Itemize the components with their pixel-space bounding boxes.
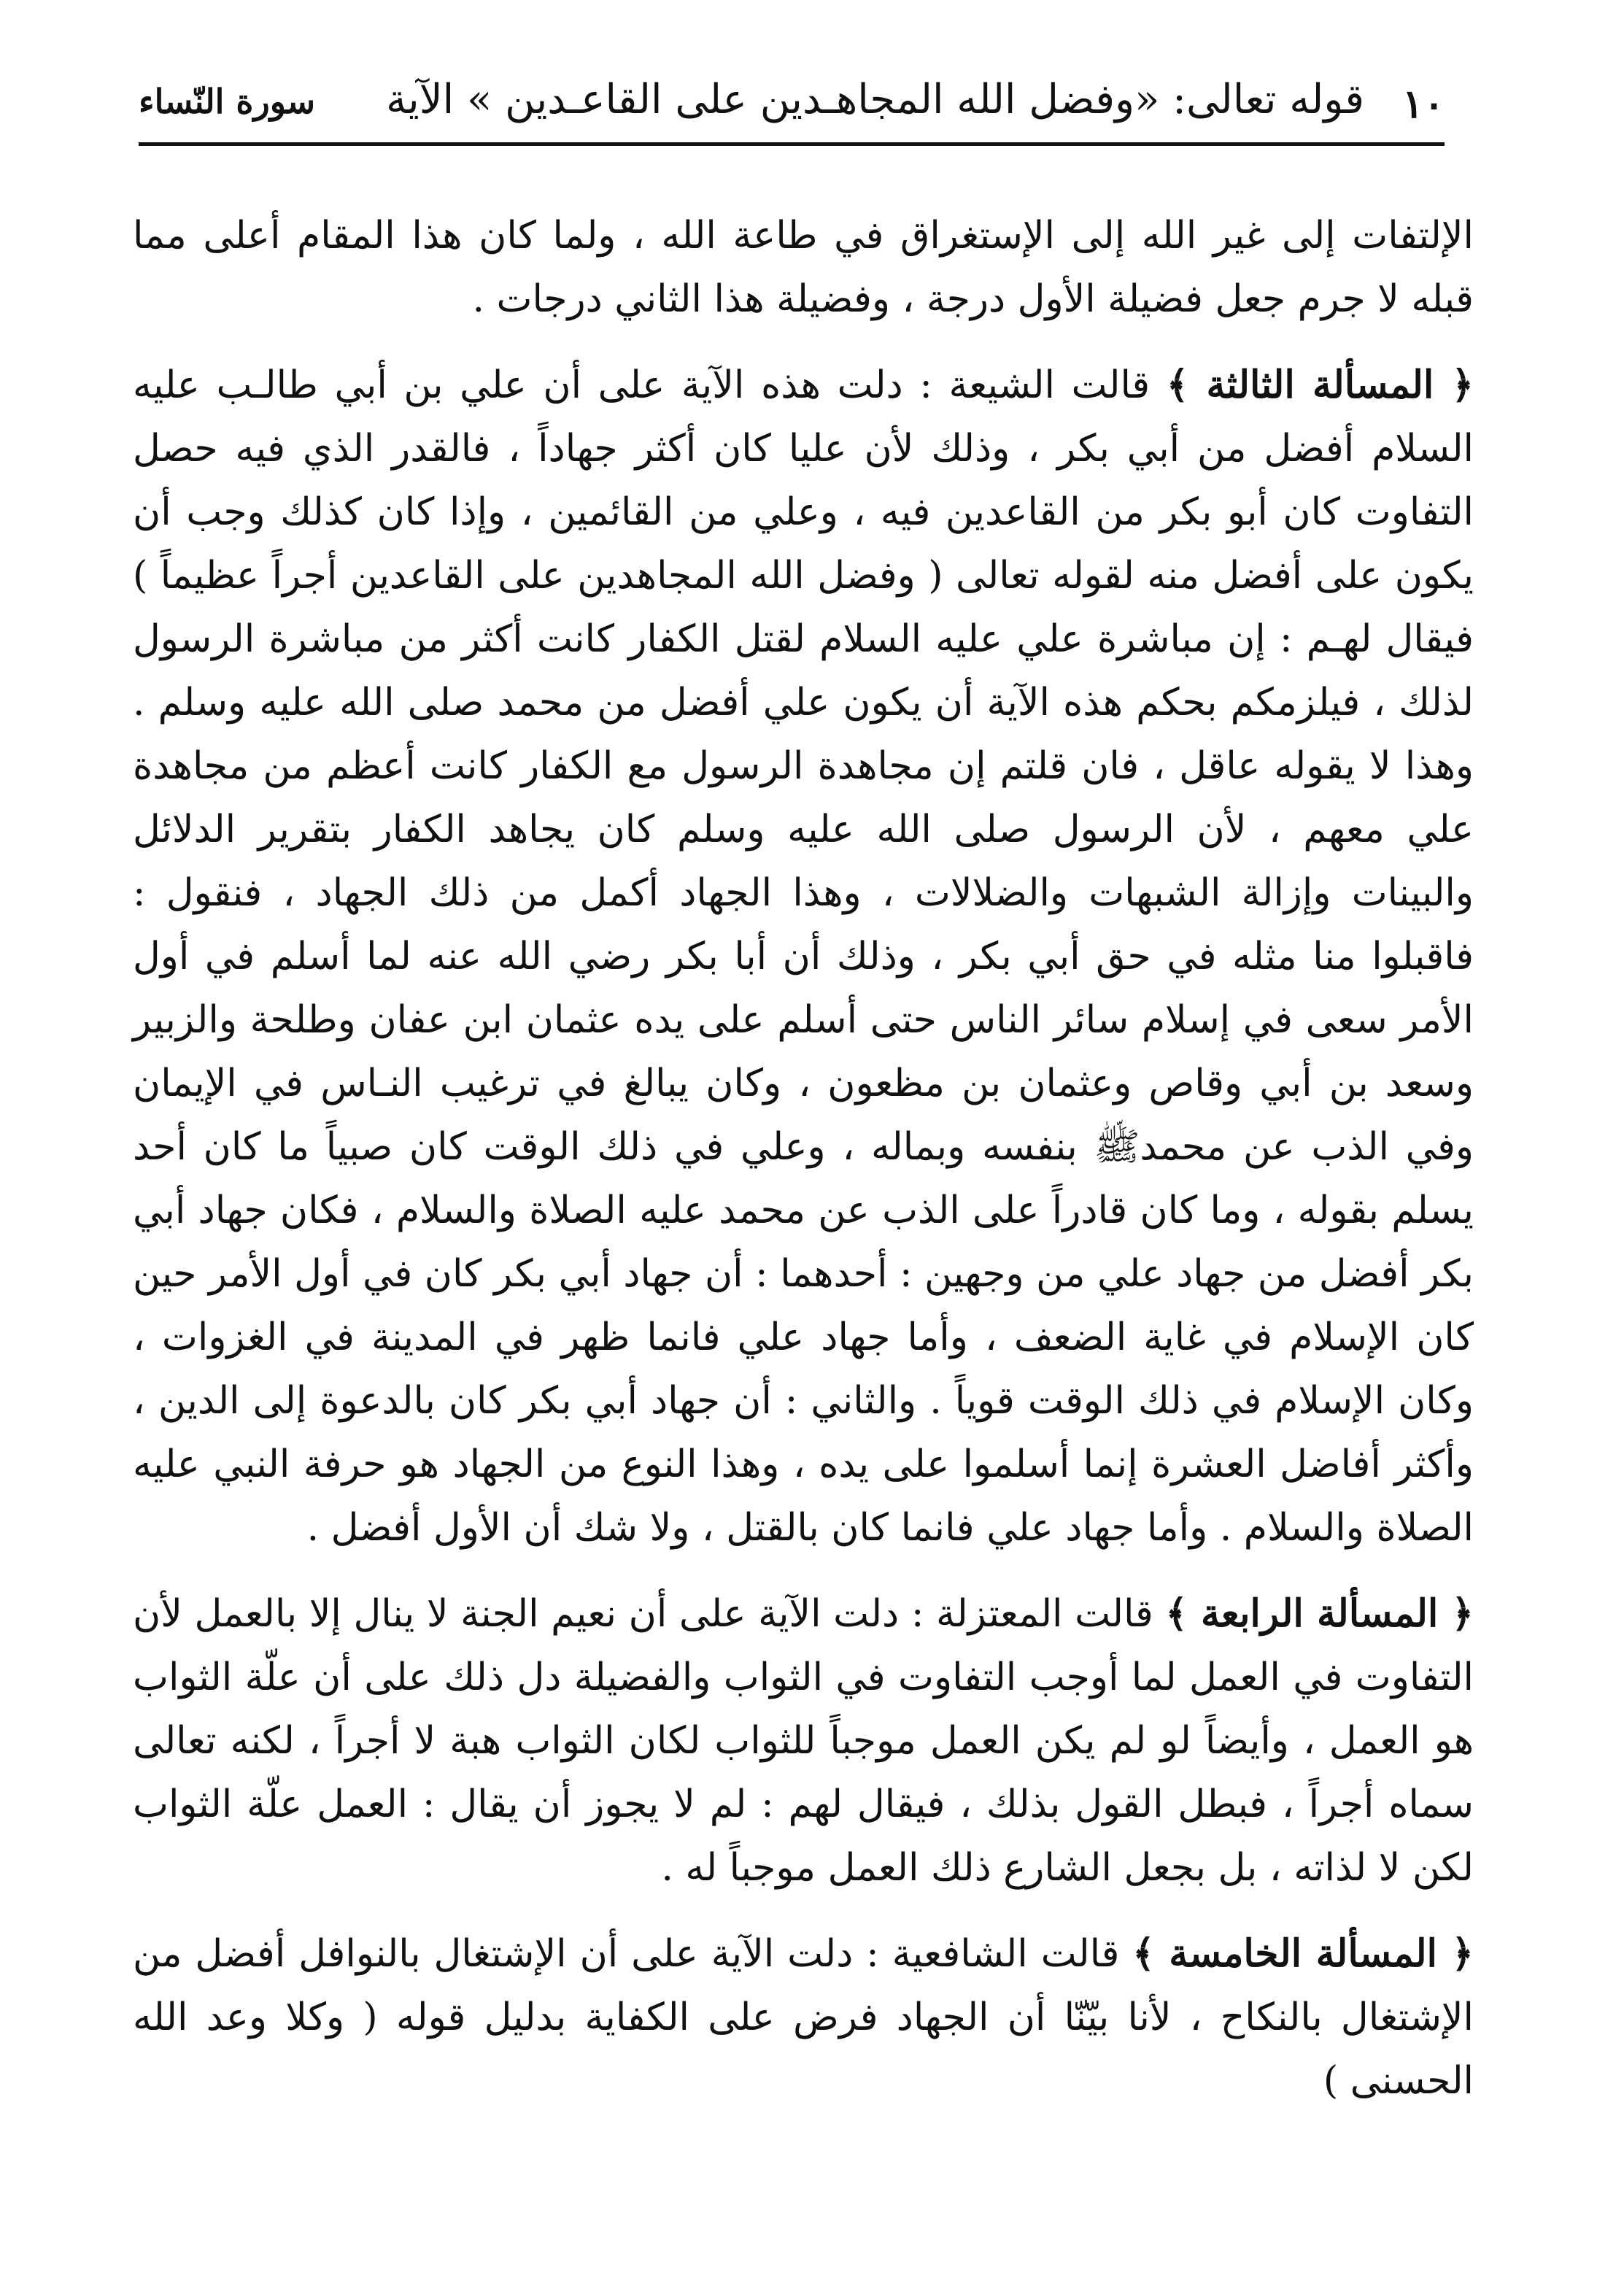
issue-heading: ﴿ المسألة الثالثة ﴾: [1166, 363, 1474, 407]
paragraph-text: الإلتفات إلى غير الله إلى الإستغراق في طاعة الله ، ولما كان هذا المقام أعلى مما قبله لا جرم جعل فضيلة الأول درجة ، وفضيلة هذا الثاني درجات .: [133, 214, 1474, 321]
page-header: [139, 73, 1445, 146]
page-body: [133, 204, 1474, 2135]
running-title: قوله تعالى: «وفضل الله المجاهـدين على القاعـدين » الآية: [386, 76, 1364, 123]
paragraph-text: قالت الشافعية : دلت الآية على أن الإشتغال بالنوافل أفضل من الإشتغال بالنكاح ، لأنا بيّنّا أن الجهاد فرض على الكفاية بدليل قوله ( وكلا وعد الله الحسنى ): [133, 1932, 1474, 2103]
paragraph-text: قالت الشيعة : دلت هذه الآية على أن علي بن أبي طالـب عليه السلام أفضل من أبي بكر ، وذلك لأن عليا كان أكثر جهاداً ، فالقدر الذي فيه حصل التفاوت كان أبو بكر من القاعدين فيه ، وعلي من القائمين ، وإذا كان كذلك وجب أن يكون على أفضل منه لقوله تعالى ( وفضل الله المجاهدين على القاعدين أجراً عظيماً ) فيقال لهـم : إن مباشرة علي عليه السلام لقتل الكفار كانت أكثر من مباشرة الرسول لذلك ، فيلزمكم بحكم هذه الآية أن يكون علي أفضل من محمد صلى الله عليه وسلم . وهذا لا يقوله عاقل ، فان قلتم إن مجاهدة الرسول مع الكفار كانت أعظم من مجاهدة علي معهم ، لأن الرسول صلى الله عليه وسلم كان يجاهد الكفار بتقرير الدلائل والبينات وإزالة الشبهات والضلالات ، وهذا الجهاد أكمل من ذلك الجهاد ، فنقول : فاقبلوا منا مثله في حق أبي بكر ، وذلك أن أبا بكر رضي الله عنه لما أسلم في أول الأمر سعى في إسلام سائر الناس حتى أسلم على يده عثمان ابن عفان وطلحة والزبير وسعد بن أبي وقاص وعثمان بن مظعون ، وكان يبالغ في ترغيب النـاس في الإيمان وفي الذب عن محمدﷺ بنفسه وبماله ، وعلي في ذلك الوقت كان صبياً ما كان أحد يسلم بقوله ، وما كان قادراً على الذب عن محمد عليه الصلاة والسلام ، فكان جهاد أبي بكر أفضل من جهاد علي من وجهين : أحدهما : أن جهاد أبي بكر كان في أول الأمر حين كان الإسلام في غاية الضعف ، وأما جهاد علي فانما ظهر في المدينة في الغزوات ، وكان الإسلام في ذلك الوقت قوياً . والثاني : أن جهاد أبي بكر كان بالدعوة إلى الدين ، وأكثر أفاضل العشرة إنما أسلموا على يده ، وهذا النوع من الجهاد هو حرفة النبي عليه الصلاة والسلام . وأما جهاد علي فانما كان بالقتل ، ولا شك أن الأول أفضل .: [133, 363, 1474, 1550]
page-number: ١٠: [1401, 80, 1445, 127]
issue-heading: ﴿ المسألة الرابعة ﴾: [1165, 1591, 1474, 1636]
paragraph-issue-three: [133, 353, 1474, 1560]
paragraph-text: قالت المعتزلة : دلت الآية على أن نعيم الجنة لا ينال إلا بالعمل لأن التفاوت في العمل لما أوجب التفاوت في الثواب والفضيلة دل ذلك على أن علّة الثواب هو العمل ، وأيضاً لو لم يكن العمل موجباً للثواب لكان الثواب هبة لا أجراً ، لكنه تعالى سماه أجراً ، فبطل القول بذلك ، فيقال لهم : لم لا يجوز أن يقال : العمل علّة الثواب لكن لا لذاته ، بل بجعل الشارع ذلك العمل موجباً له .: [133, 1592, 1474, 1890]
paragraph-issue-five: [133, 1922, 1474, 2113]
issue-heading: ﴿ المسألة الخامسة ﴾: [1132, 1931, 1474, 1976]
surah-name: سورة النّساء: [139, 82, 315, 121]
header-divider: [139, 142, 1445, 146]
paragraph-issue-four: [133, 1582, 1474, 1900]
paragraph-continuation: [133, 204, 1474, 331]
